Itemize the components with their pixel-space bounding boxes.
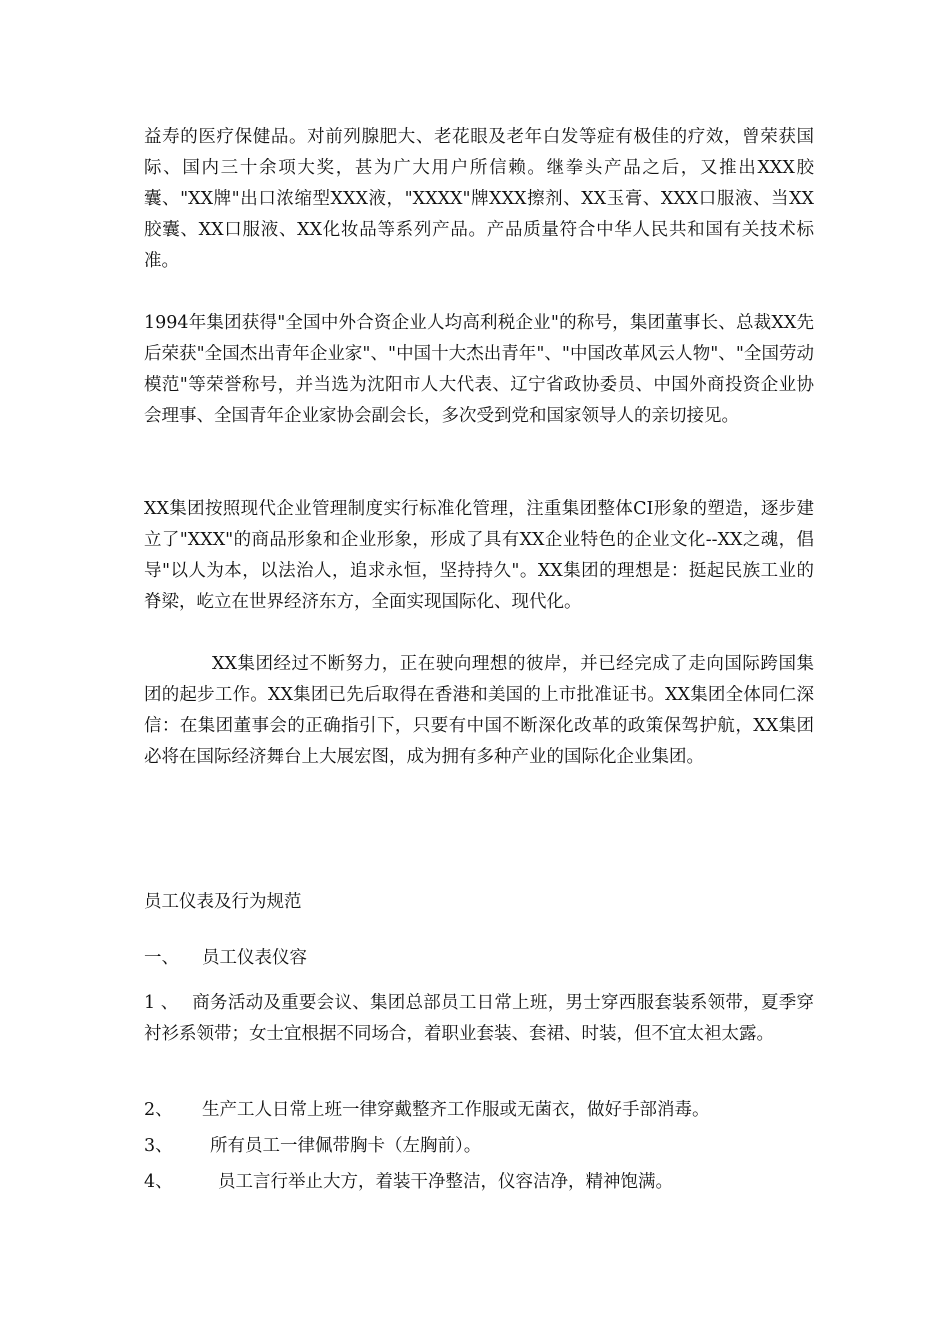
list-item <box>144 1095 710 1126</box>
list-item-text: 员工言行举止大方，着装干净整洁，仪容洁净，精神饱满。 <box>218 1172 673 1192</box>
list-item <box>144 1167 673 1198</box>
list-item <box>144 1131 481 1162</box>
subsection-heading <box>144 943 307 974</box>
paragraph-products: 益寿的医疗保健品。对前列腺肥大、老花眼及老年白发等症有极佳的疗效，曾荣获国际、国内三十余项大奖，甚为广大用户所信赖。继拳头产品之后，又推出XXX胶囊、"XX牌"出口浓缩型XXX液，"XXXX"牌XXX擦剂、XX玉膏、XXX口服液、当XX胶囊、XX口服液、XX化妆品等系列产品。产品质量符合中华人民共和国有关技术标准。 <box>144 127 814 271</box>
list-item-number: 2、 <box>144 1100 173 1120</box>
subsection-title: 员工仪表仪容 <box>202 948 307 968</box>
subsection-number: 一、 <box>144 948 179 968</box>
list-item <box>144 988 814 1050</box>
list-item-number: 4、 <box>144 1172 173 1192</box>
list-item-number: 3、 <box>144 1136 173 1156</box>
list-item-text: 商务活动及重要会议、集团总部员工日常上班，男士穿西服套装系领带，夏季穿衬衫系领带；女士宜根据不同场合，着职业套装、套裙、时装，但不宜太袒太露。 <box>144 993 814 1044</box>
paragraph-ideals: XX集团经过不断努力，正在驶向理想的彼岸，并已经完成了走向国际跨国集团的起步工作。XX集团已先后取得在香港和美国的上市批准证书。XX集团全体同仁深信：在集团董事会的正确指引下，只要有中国不断深化改革的政策保驾护航，XX集团必将在国际经济舞台上大展宏图，成为拥有多种产业的国际化企业集团。 <box>144 654 814 767</box>
paragraph-honors: 1994年集团获得"全国中外合资企业人均高利税企业"的称号，集团董事长、总裁XX先后荣获"全国杰出青年企业家"、"中国十大杰出青年"、"中国改革风云人物"、"全国劳动模范"等荣誉称号，并当选为沈阳市人大代表、辽宁省政协委员、中国外商投资企业协会理事、全国青年企业家协会副会长，多次受到党和国家领导人的亲切接见。 <box>144 313 814 426</box>
list-item-text: 所有员工一律佩带胸卡（左胸前）。 <box>210 1136 482 1156</box>
list-item-number: 1 、 <box>144 993 179 1013</box>
list-item-text: 生产工人日常上班一律穿戴整齐工作服或无菌衣，做好手部消毒。 <box>202 1100 710 1120</box>
section-title: 员工仪表及行为规范 <box>144 892 302 912</box>
paragraph-culture: XX集团按照现代企业管理制度实行标准化管理，注重集团整体CI形象的塑造，逐步建立了"XXX"的商品形象和企业形象，形成了具有XX企业特色的企业文化--XX之魂，倡导"以人为本，以法治人，追求永恒，坚持持久"。XX集团的理想是：挺起民族工业的脊梁，屹立在世界经济东方，全面实现国际化、现代化。 <box>144 499 814 612</box>
